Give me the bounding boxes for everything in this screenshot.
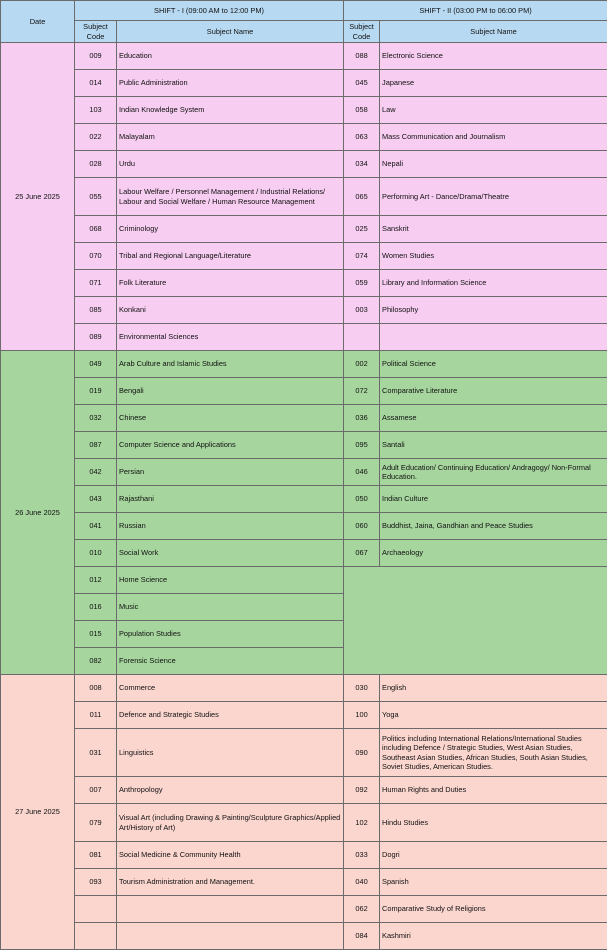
- subject-code: 103: [75, 97, 117, 124]
- subject-name: Mass Communication and Journalism: [380, 124, 607, 151]
- table-row: [1, 97, 607, 124]
- subject-name: Hindu Studies: [380, 804, 607, 842]
- table-row: [1, 804, 607, 842]
- subject-name: Visual Art (including Drawing & Painting/Sculpture Graphics/Applied Art/History of Art): [117, 804, 344, 842]
- subject-code: 085: [75, 297, 117, 324]
- subject-code: 090: [344, 729, 380, 777]
- subject-name: Persian: [117, 459, 344, 486]
- subject-code: 092: [344, 777, 380, 804]
- subject-code: 042: [75, 459, 117, 486]
- subject-code: 036: [344, 405, 380, 432]
- table-row: [1, 70, 607, 97]
- subject-code: 012: [75, 567, 117, 594]
- subject-name: Philosophy: [380, 297, 607, 324]
- table-row: [1, 243, 607, 270]
- subject-name: [117, 923, 344, 950]
- subject-name: Sanskrit: [380, 216, 607, 243]
- subject-name: Archaeology: [380, 540, 607, 567]
- subject-name: Dogri: [380, 842, 607, 869]
- subject-code: 100: [344, 702, 380, 729]
- subject-name: Russian: [117, 513, 344, 540]
- subject-code: [75, 923, 117, 950]
- subject-code: 009: [75, 43, 117, 70]
- subject-name: Library and Information Science: [380, 270, 607, 297]
- subject-name: Buddhist, Jaina, Gandhian and Peace Studies: [380, 513, 607, 540]
- subject-code: 049: [75, 351, 117, 378]
- subject-code: 079: [75, 804, 117, 842]
- subject-name: Linguistics: [117, 729, 344, 777]
- date-cell-25-june: 25 June 2025: [1, 43, 75, 351]
- header-shift-2: SHIFT - II (03:00 PM to 06:00 PM): [344, 1, 607, 21]
- subject-code: 082: [75, 648, 117, 675]
- table-row: [1, 486, 607, 513]
- header-subject-name-2: Subject Name: [380, 21, 607, 43]
- subject-code: 028: [75, 151, 117, 178]
- subject-name: Assamese: [380, 405, 607, 432]
- table-row: [1, 729, 607, 777]
- header-subject-code-1: Subject Code: [75, 21, 117, 43]
- table-row: [1, 324, 607, 351]
- subject-code: 062: [344, 896, 380, 923]
- table-row: [1, 675, 607, 702]
- subject-code: 040: [344, 869, 380, 896]
- subject-code: 060: [344, 513, 380, 540]
- subject-name: Political Science: [380, 351, 607, 378]
- table-row: [1, 43, 607, 70]
- table-row: [1, 702, 607, 729]
- subject-name: Folk Literature: [117, 270, 344, 297]
- subject-name: Computer Science and Applications: [117, 432, 344, 459]
- subject-code: 031: [75, 729, 117, 777]
- subject-code: 041: [75, 513, 117, 540]
- date-cell-26-june: 26 June 2025: [1, 351, 75, 675]
- subject-code: 008: [75, 675, 117, 702]
- subject-name: Environmental Sciences: [117, 324, 344, 351]
- subject-code: 033: [344, 842, 380, 869]
- table-row: [1, 405, 607, 432]
- subject-code: 022: [75, 124, 117, 151]
- table-row: [1, 513, 607, 540]
- subject-code: 095: [344, 432, 380, 459]
- table-row: [1, 869, 607, 896]
- table-row: [1, 351, 607, 378]
- subject-code: 081: [75, 842, 117, 869]
- subject-name: Women Studies: [380, 243, 607, 270]
- subject-name: Education: [117, 43, 344, 70]
- subject-code: 011: [75, 702, 117, 729]
- subject-name: Commerce: [117, 675, 344, 702]
- subject-name: Rajasthani: [117, 486, 344, 513]
- subject-name: Public Administration: [117, 70, 344, 97]
- table-row: [1, 923, 607, 950]
- subject-code: 002: [344, 351, 380, 378]
- subject-code: 014: [75, 70, 117, 97]
- subject-code: 046: [344, 459, 380, 486]
- subject-name: Politics including International Relations/International Studies including Defence / Strategic Studies, West Asian Studies, Southeast Asian Studies, African Studies, South Asian Studies, Soviet Studies, American Studies.: [380, 729, 607, 777]
- subject-name: Indian Culture: [380, 486, 607, 513]
- subject-name: Indian Knowledge System: [117, 97, 344, 124]
- table-row: [1, 459, 607, 486]
- subject-code: 089: [75, 324, 117, 351]
- subject-name: Population Studies: [117, 621, 344, 648]
- table-row: [1, 567, 607, 594]
- subject-name: Tribal and Regional Language/Literature: [117, 243, 344, 270]
- table-row: [1, 540, 607, 567]
- subject-code: 074: [344, 243, 380, 270]
- subject-code: 087: [75, 432, 117, 459]
- subject-name: Yoga: [380, 702, 607, 729]
- subject-code: 032: [75, 405, 117, 432]
- subject-code: 025: [344, 216, 380, 243]
- subject-name: Social Work: [117, 540, 344, 567]
- subject-name: Anthropology: [117, 777, 344, 804]
- subject-code: 016: [75, 594, 117, 621]
- table-row: [1, 432, 607, 459]
- subject-name: Chinese: [117, 405, 344, 432]
- header-date: Date: [1, 1, 75, 43]
- subject-name: Malayalam: [117, 124, 344, 151]
- subject-name: Social Medicine & Community Health: [117, 842, 344, 869]
- subject-code: 007: [75, 777, 117, 804]
- subject-code: 019: [75, 378, 117, 405]
- subject-code: 059: [344, 270, 380, 297]
- subject-code: 055: [75, 178, 117, 216]
- subject-name: English: [380, 675, 607, 702]
- table-row: [1, 378, 607, 405]
- subject-name: [117, 896, 344, 923]
- subject-name: Nepali: [380, 151, 607, 178]
- subject-code: 045: [344, 70, 380, 97]
- table-row: [1, 297, 607, 324]
- subject-code: 067: [344, 540, 380, 567]
- table-row: [1, 216, 607, 243]
- table-row: [1, 178, 607, 216]
- subject-code: 010: [75, 540, 117, 567]
- subject-name: Bengali: [117, 378, 344, 405]
- table-row: [1, 270, 607, 297]
- subject-name: Urdu: [117, 151, 344, 178]
- date-cell-27-june: 27 June 2025: [1, 675, 75, 950]
- subject-code: 071: [75, 270, 117, 297]
- subject-name: Kashmiri: [380, 923, 607, 950]
- subject-name: Japanese: [380, 70, 607, 97]
- subject-code: 030: [344, 675, 380, 702]
- subject-name: Criminology: [117, 216, 344, 243]
- subject-code: [344, 324, 380, 351]
- subject-code: 093: [75, 869, 117, 896]
- subject-code: 003: [344, 297, 380, 324]
- subject-code: 015: [75, 621, 117, 648]
- subject-code: [75, 896, 117, 923]
- subject-code: 088: [344, 43, 380, 70]
- subject-code: 050: [344, 486, 380, 513]
- subject-code: 102: [344, 804, 380, 842]
- subject-code: 065: [344, 178, 380, 216]
- subject-name: Adult Education/ Continuing Education/ Andragogy/ Non-Formal Education.: [380, 459, 607, 486]
- subject-name: Tourism Administration and Management.: [117, 869, 344, 896]
- subject-name: Human Rights and Duties: [380, 777, 607, 804]
- subject-name: [380, 324, 607, 351]
- empty-cell: [344, 567, 607, 675]
- subject-code: 058: [344, 97, 380, 124]
- subject-name: Electronic Science: [380, 43, 607, 70]
- subject-code: 070: [75, 243, 117, 270]
- subject-name: Forensic Science: [117, 648, 344, 675]
- table-row: [1, 151, 607, 178]
- subject-name: Music: [117, 594, 344, 621]
- subject-name: Performing Art - Dance/Drama/Theatre: [380, 178, 607, 216]
- subject-code: 043: [75, 486, 117, 513]
- subject-name: Law: [380, 97, 607, 124]
- subject-code: 072: [344, 378, 380, 405]
- table-row: [1, 896, 607, 923]
- header-subject-name-1: Subject Name: [117, 21, 344, 43]
- subject-code: 068: [75, 216, 117, 243]
- header-shift-1: SHIFT - I (09:00 AM to 12:00 PM): [75, 1, 344, 21]
- table-row: [1, 124, 607, 151]
- subject-name: Defence and Strategic Studies: [117, 702, 344, 729]
- subject-name: Konkani: [117, 297, 344, 324]
- header-subject-code-2: Subject Code: [344, 21, 380, 43]
- subject-name: Comparative Literature: [380, 378, 607, 405]
- table-row: [1, 777, 607, 804]
- subject-name: Arab Culture and Islamic Studies: [117, 351, 344, 378]
- subject-code: 063: [344, 124, 380, 151]
- subject-name: Labour Welfare / Personnel Management / Industrial Relations/ Labour and Social Welfare / Human Resource Management: [117, 178, 344, 216]
- subject-name: Home Science: [117, 567, 344, 594]
- subject-name: Comparative Study of Religions: [380, 896, 607, 923]
- subject-name: Spanish: [380, 869, 607, 896]
- subject-name: Santali: [380, 432, 607, 459]
- subject-code: 034: [344, 151, 380, 178]
- subject-code: 084: [344, 923, 380, 950]
- table-row: [1, 842, 607, 869]
